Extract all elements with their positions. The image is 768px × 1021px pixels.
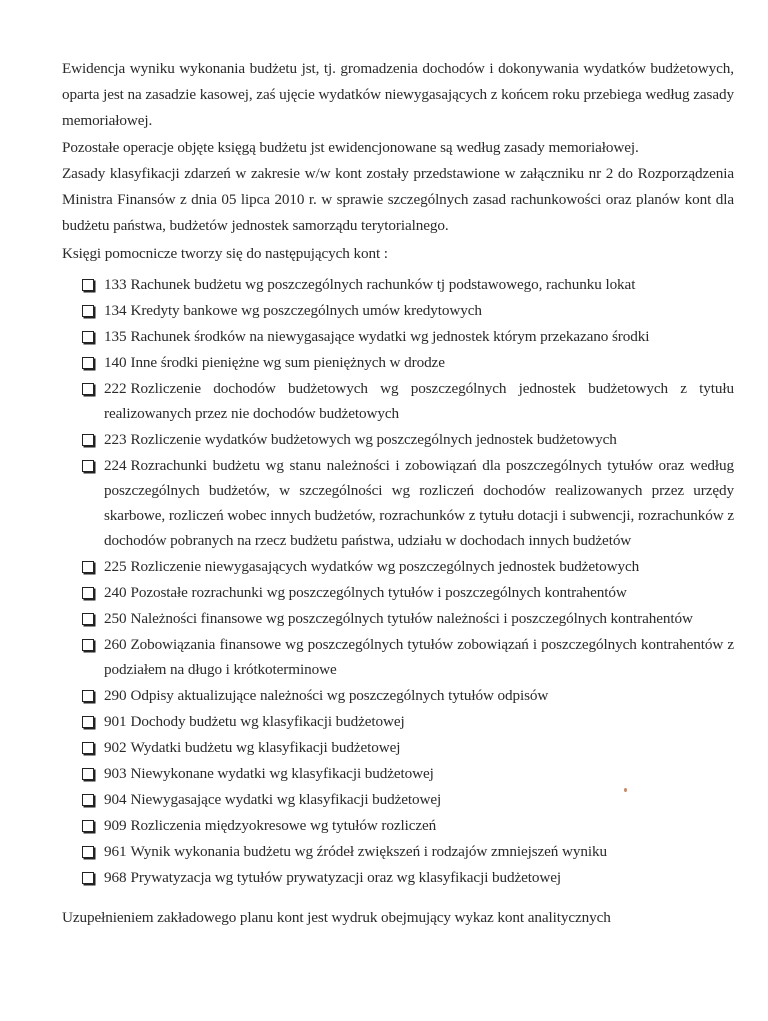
account-number: 240	[104, 584, 127, 601]
checkbox-icon	[82, 434, 94, 446]
account-item	[80, 324, 734, 349]
other-operations-paragraph: Pozostałe operacje objęte księgą budżetu jst ewidencjonowane są według zasady memoriałowej.	[62, 139, 639, 156]
account-number: 222	[104, 380, 127, 397]
account-number: 133	[104, 276, 127, 293]
account-number: 290	[104, 687, 127, 704]
account-number: 260	[104, 636, 127, 653]
account-item	[80, 298, 734, 323]
account-description: Pozostałe rozrachunki wg poszczególnych tytułów i poszczególnych kontrahentów	[130, 584, 627, 601]
account-item	[80, 709, 734, 734]
checkbox-icon	[82, 872, 94, 884]
checkbox-icon	[82, 305, 94, 317]
account-description: Wydatki budżetu wg klasyfikacji budżetowej	[130, 739, 401, 756]
checkbox-icon	[82, 820, 94, 832]
account-item	[80, 839, 734, 864]
account-description: Rachunek budżetu wg poszczególnych rachunków tj podstawowego, rachunku lokat	[130, 276, 636, 293]
account-number: 909	[104, 817, 127, 834]
account-description: Odpisy aktualizujące należności wg poszczególnych tytułów odpisów	[130, 687, 549, 704]
account-item	[80, 580, 734, 605]
checkbox-icon	[82, 768, 94, 780]
account-number: 134	[104, 302, 127, 319]
account-description: Rozliczenie dochodów budżetowych wg poszczególnych jednostek budżetowych z tytułu realizowanych przez nie dochodów budżetowych	[104, 380, 734, 422]
account-number: 135	[104, 328, 127, 345]
checkbox-icon	[82, 639, 94, 651]
account-description: Kredyty bankowe wg poszczególnych umów kredytowych	[130, 302, 482, 319]
account-number: 901	[104, 713, 127, 730]
account-number: 250	[104, 610, 127, 627]
account-number: 968	[104, 869, 127, 886]
account-item	[80, 735, 734, 760]
checkbox-icon	[82, 279, 94, 291]
checkbox-icon	[82, 357, 94, 369]
checkbox-icon	[82, 460, 94, 472]
account-item	[80, 865, 734, 890]
account-description: Rozliczenia międzyokresowe wg tytułów rozliczeń	[130, 817, 437, 834]
account-number: 223	[104, 431, 127, 448]
account-description: Niewygasające wydatki wg klasyfikacji budżetowej	[130, 791, 442, 808]
checkbox-icon	[82, 383, 94, 395]
account-number: 902	[104, 739, 127, 756]
account-description: Rachunek środków na niewygasające wydatki wg jednostek którym przekazano środki	[130, 328, 650, 345]
list-heading: Księgi pomocnicze tworzy się do następujących kont :	[62, 245, 388, 262]
checkbox-icon	[82, 561, 94, 573]
account-item	[80, 554, 734, 579]
checkbox-icon	[82, 613, 94, 625]
account-description: Rozliczenie niewygasających wydatków wg poszczególnych jednostek budżetowych	[130, 558, 640, 575]
account-description: Dochody budżetu wg klasyfikacji budżetowej	[130, 713, 405, 730]
account-description: Rozliczenie wydatków budżetowych wg poszczególnych jednostek budżetowych	[130, 431, 617, 448]
account-item	[80, 272, 734, 297]
scan-speck	[624, 788, 627, 792]
accounts-list	[80, 272, 734, 891]
account-description: Niewykonane wydatki wg klasyfikacji budżetowej	[130, 765, 434, 782]
account-item	[80, 813, 734, 838]
account-item	[80, 761, 734, 786]
account-item	[80, 350, 734, 375]
account-number: 961	[104, 843, 127, 860]
checkbox-icon	[82, 716, 94, 728]
account-number: 224	[104, 457, 127, 474]
checkbox-icon	[82, 690, 94, 702]
checkbox-icon	[82, 742, 94, 754]
account-description: Inne środki pieniężne wg sum pieniężnych w drodze	[130, 354, 445, 371]
account-item	[80, 376, 734, 426]
account-item	[80, 683, 734, 708]
checkbox-icon	[82, 331, 94, 343]
account-number: 225	[104, 558, 127, 575]
intro-paragraph: Ewidencja wyniku wykonania budżetu jst, tj. gromadzenia dochodów i dokonywania wydatków budżetowych, oparta jest na zasadzie kasowej, zaś ujęcie wydatków niewygasających z końcem roku przebiega według zasady memoriałowej.	[62, 60, 734, 129]
account-item	[80, 606, 734, 631]
classification-paragraph: Zasady klasyfikacji zdarzeń w zakresie w/w kont zostały przedstawione w załączniku nr 2 do Rozporządzenia Ministra Finansów z dnia 05 lipca 2010 r. w sprawie szczególnych zasad rachunkowości oraz planów kont dla budżetu państwa, budżetów jednostek samorządu terytorialnego.	[62, 165, 734, 234]
checkbox-icon	[82, 846, 94, 858]
account-description: Należności finansowe wg poszczególnych tytułów należności i poszczególnych kontrahentów	[130, 610, 693, 627]
account-item	[80, 787, 734, 812]
account-description: Prywatyzacja wg tytułów prywatyzacji oraz wg klasyfikacji budżetowej	[130, 869, 562, 886]
account-description: Wynik wykonania budżetu wg źródeł zwiększeń i rodzajów zmniejszeń wyniku	[130, 843, 607, 860]
account-item	[80, 632, 734, 682]
account-description: Zobowiązania finansowe wg poszczególnych tytułów zobowiązań i poszczególnych kontrahentów z podziałem na długo i krótkoterminowe	[104, 636, 734, 678]
account-description: Rozrachunki budżetu wg stanu należności i zobowiązań dla poszczególnych tytułów oraz według poszczególnych budżetów, w szczególności wg rozliczeń dochodów realizowanych przez urzędy skarbowe, rozliczeń wobec innych budżetów, rozrachunków z tytułu dotacji i subwencji, rozrachunków z dochodów pobranych na rzecz budżetu państwa, udziału w dochodach innych budżetów	[104, 457, 734, 549]
account-number: 903	[104, 765, 127, 782]
checkbox-icon	[82, 587, 94, 599]
account-number: 140	[104, 354, 127, 371]
account-item	[80, 427, 734, 452]
account-item	[80, 453, 734, 553]
checkbox-icon	[82, 794, 94, 806]
account-number: 904	[104, 791, 127, 808]
closing-paragraph: Uzupełnieniem zakładowego planu kont jest wydruk obejmujący wykaz kont analitycznych	[62, 909, 611, 926]
